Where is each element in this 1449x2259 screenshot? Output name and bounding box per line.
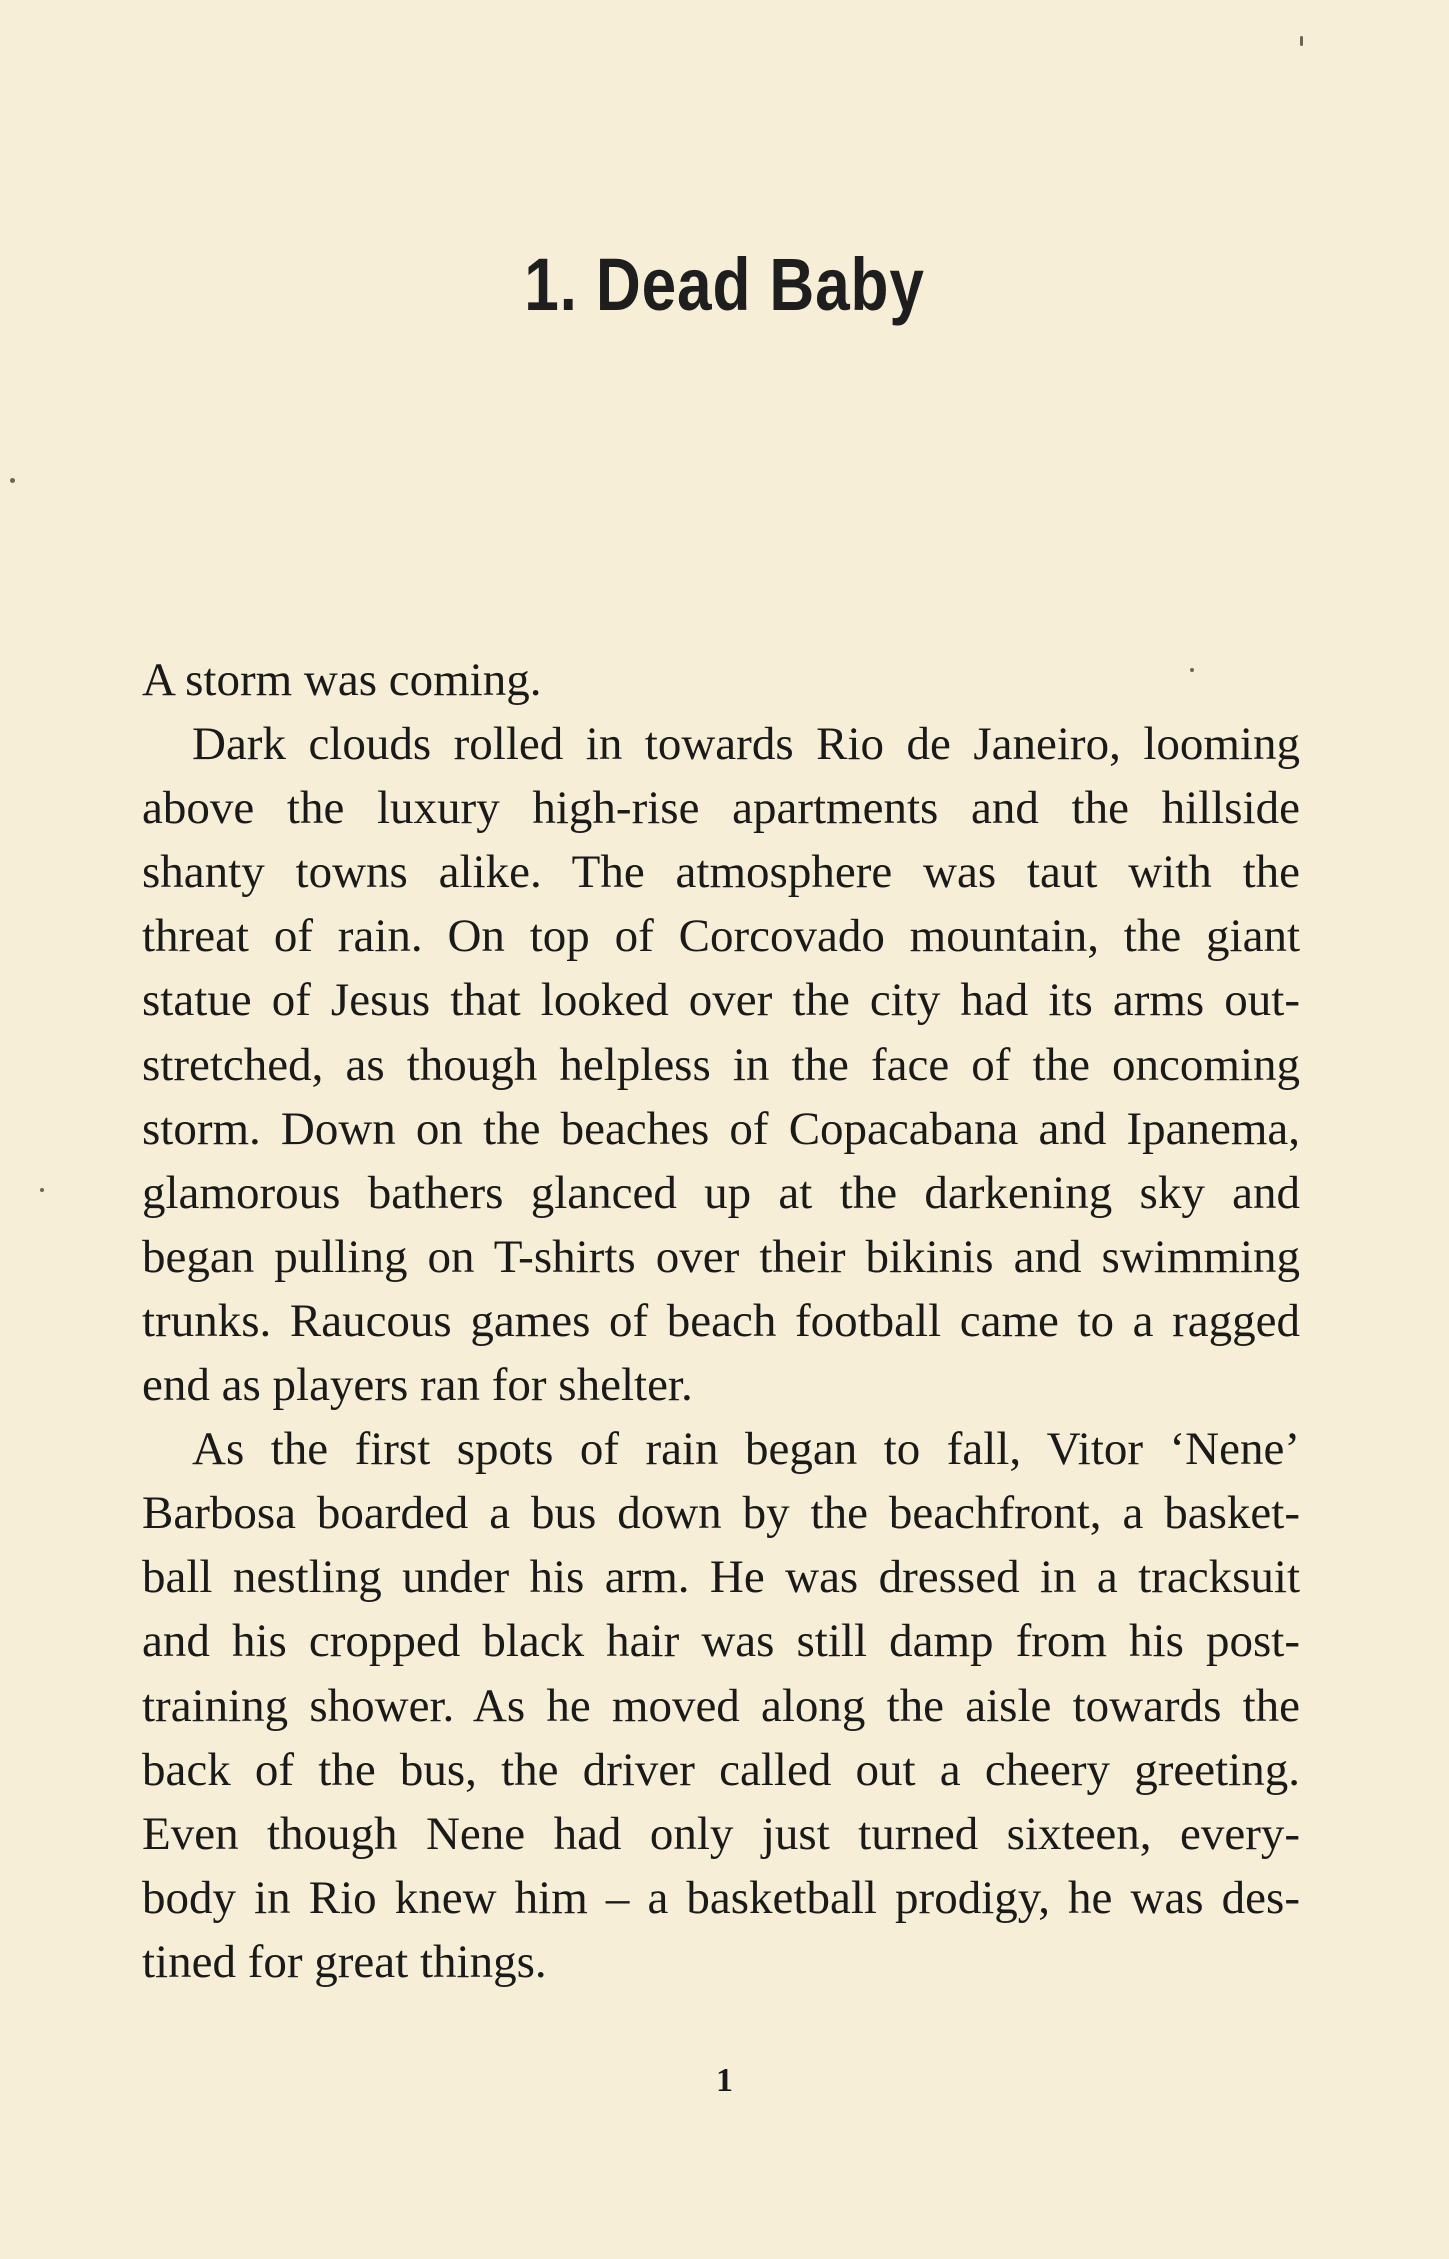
paper-speck bbox=[1190, 668, 1194, 672]
text-line: back of the bus, the driver called out a cheery greeting. bbox=[142, 1743, 1300, 1796]
text-line: statue of Jesus that looked over the city had its arms out- bbox=[142, 974, 1300, 1027]
page-number: 1 bbox=[716, 2062, 733, 2099]
text-line: A storm was coming. bbox=[142, 654, 542, 706]
chapter-title: 1. Dead Baby bbox=[524, 243, 925, 326]
text-line: tined for great things. bbox=[142, 1935, 547, 1988]
text-line: glamorous bathers glanced up at the darkening sky and bbox=[142, 1166, 1300, 1219]
text-line: training shower. As he moved along the aisle towards the bbox=[142, 1679, 1300, 1732]
paper-speck bbox=[1300, 36, 1303, 46]
text-line: above the luxury high-rise apartments and the hillside bbox=[142, 782, 1300, 835]
text-line: Even though Nene had only just turned sixteen, every- bbox=[142, 1807, 1300, 1860]
text-line: As the first spots of rain began to fall, Vitor ‘Nene’ bbox=[192, 1423, 1300, 1476]
text-line: end as players ran for shelter. bbox=[142, 1359, 693, 1412]
text-line: Barbosa boarded a bus down by the beachfront, a basket- bbox=[142, 1487, 1300, 1540]
text-line: stretched, as though helpless in the face of the oncoming bbox=[142, 1038, 1300, 1091]
text-line: ball nestling under his arm. He was dressed in a tracksuit bbox=[142, 1551, 1300, 1604]
text-line: threat of rain. On top of Corcovado mountain, the giant bbox=[142, 910, 1300, 963]
text-line: shanty towns alike. The atmosphere was taut with the bbox=[142, 846, 1300, 899]
text-line: trunks. Raucous games of beach football came to a ragged bbox=[142, 1294, 1300, 1347]
text-line: and his cropped black hair was still damp from his post- bbox=[142, 1615, 1300, 1668]
paper-speck bbox=[10, 478, 15, 483]
text-line: Dark clouds rolled in towards Rio de Janeiro, looming bbox=[192, 718, 1300, 771]
text-line: storm. Down on the beaches of Copacabana and Ipanema, bbox=[142, 1102, 1300, 1155]
text-line: began pulling on T-shirts over their bikinis and swimming bbox=[142, 1230, 1300, 1283]
text-line: body in Rio knew him – a basketball prodigy, he was des- bbox=[142, 1871, 1300, 1924]
paper-speck bbox=[40, 1188, 44, 1192]
body-text bbox=[142, 648, 1300, 1994]
